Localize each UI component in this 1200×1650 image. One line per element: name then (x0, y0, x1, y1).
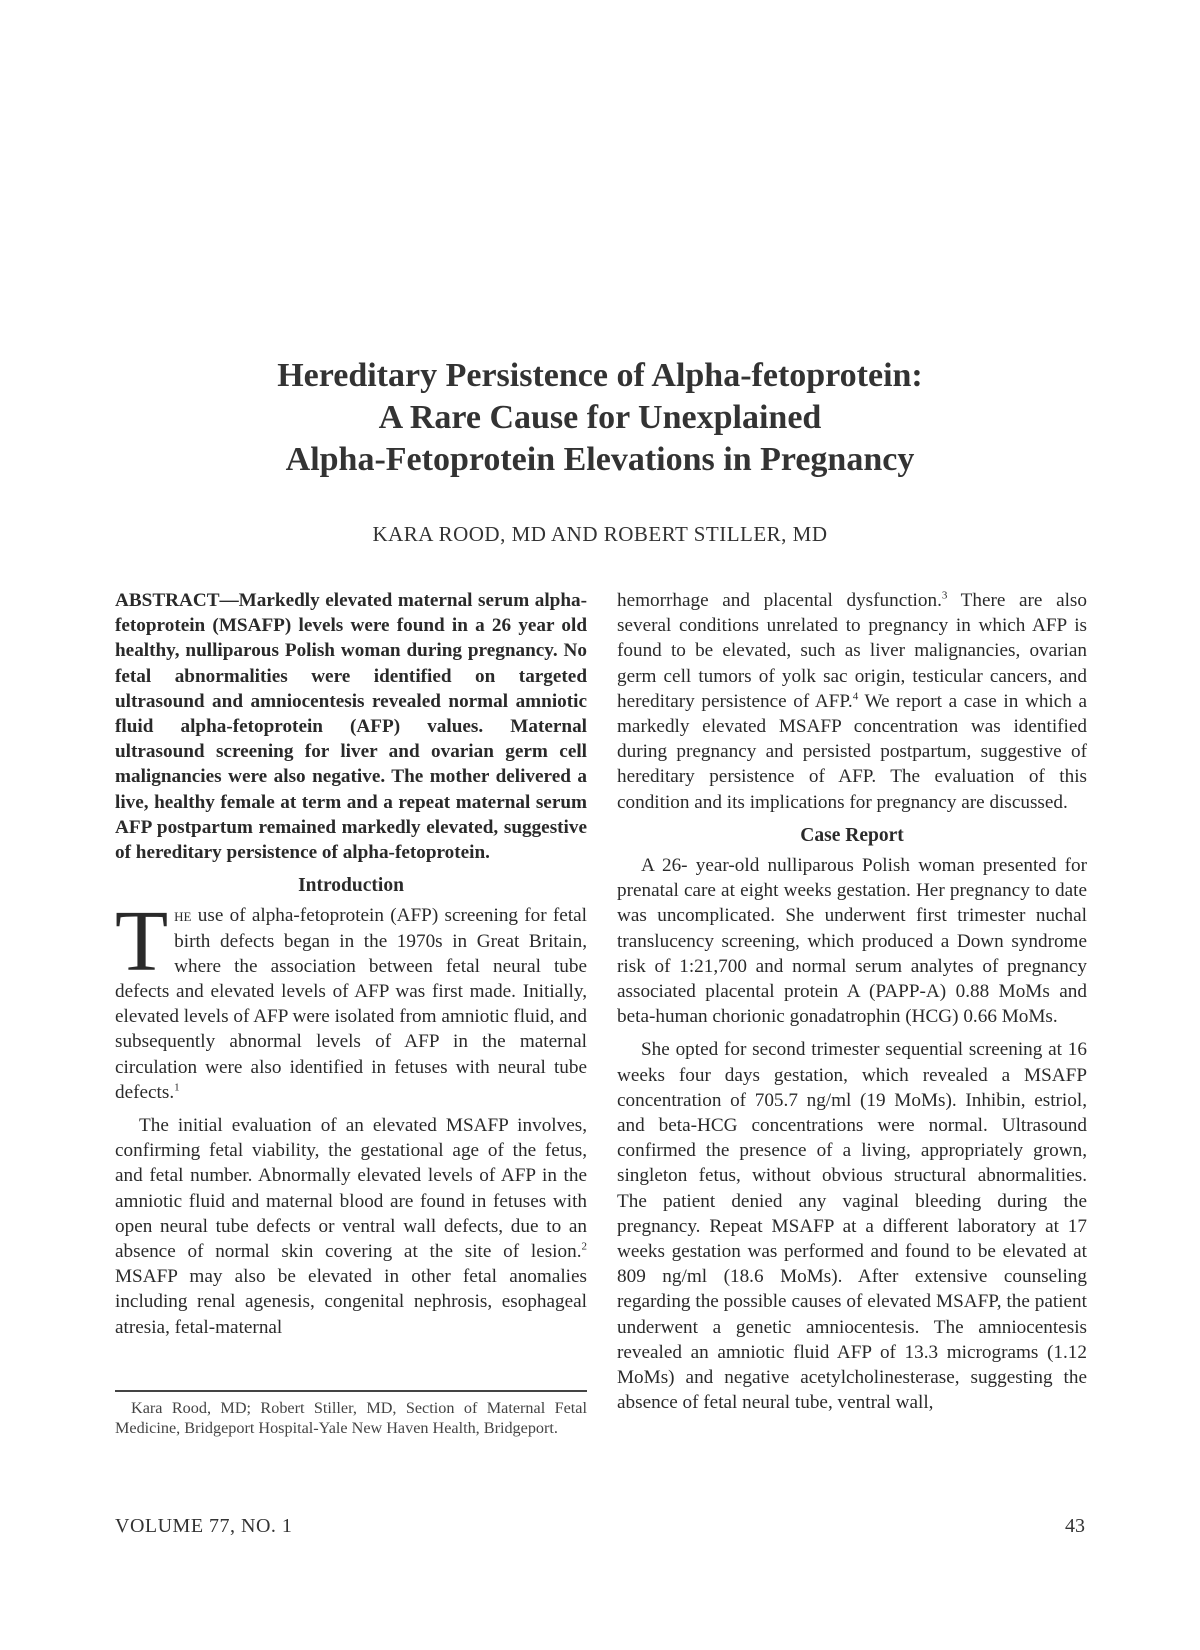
intro-cont-text-b: There are also several conditions unrelated to pregnancy in which AFP is found to be elevated, such as liver malignancies, ovarian germ cell tumors of yolk sac origin, testicular cancers, and hereditary persistence of AFP. (617, 590, 1087, 712)
intro-continued-paragraph (617, 588, 1087, 815)
footnote-divider (115, 1390, 587, 1392)
intro-p1-text: use of alpha-fetoprotein (AFP) screening for fetal birth defects began in the 1970s in Great Britain, where the association between fetal neural tube defects and elevated levels of AFP was first made. Initially, elevated levels of AFP were isolated from amniotic fluid, and subsequently abnormal levels of AFP in the maternal circulation were also identified in fetuses with neural tube defects. (115, 905, 587, 1103)
abstract: ABSTRACT—Markedly elevated maternal serum alpha-fetoprotein (MSAFP) levels were found in a 26 year old healthy, nulliparous Polish woman during pregnancy. No fetal abnormalities were identified on targeted ultrasound and amniocentesis revealed normal amniotic fluid alpha-fetoprotein (AFP) values. Maternal ultrasound screening for liver and ovarian germ cell malignancies were also negative. The mother delivered a live, healthy female at term and a repeat maternal serum AFP postpartum remained markedly elevated, suggestive of hereditary persistence of alpha-fetoprotein. (115, 590, 587, 864)
citation-2: 2 (581, 1240, 587, 1253)
title-line-1: Hereditary Persistence of Alpha-fetoprotein: (277, 357, 923, 394)
author-line: KARA ROOD, MD AND ROBERT STILLER, MD (372, 522, 828, 546)
intro-p2-text-a: The initial evaluation of an elevated MSAFP involves, confirming fetal viability, the gestational age of the fetus, and fetal number. Abnormally elevated levels of AFP in the amniotic fluid and maternal blood are found in fetuses with open neural tube defects or ventral wall defects, due to an absence of normal skin covering at the site of lesion. (115, 1115, 587, 1263)
introduction-paragraph-2 (115, 1113, 587, 1340)
article-title (150, 355, 1050, 481)
right-column (617, 588, 1087, 1416)
author-affiliation-footnote: Kara Rood, MD; Robert Stiller, MD, Section of Maternal Fetal Medicine, Bridgeport Hospital-Yale New Haven Health, Bridgeport. (115, 1399, 587, 1437)
title-line-3: Alpha-Fetoprotein Elevations in Pregnancy (285, 441, 915, 478)
case-report-heading: Case Report (800, 824, 904, 846)
intro-cont-text-a: hemorrhage and placental dysfunction. (617, 590, 942, 611)
citation-1: 1 (174, 1081, 180, 1094)
left-column (115, 588, 587, 1340)
citation-4: 4 (852, 690, 859, 703)
citation-3: 3 (941, 589, 948, 602)
case-report-paragraph-2: She opted for second trimester sequential screening at 16 weeks four days gestation, which revealed a MSAFP concentration of 705.7 ng/ml (19 MoMs). Inhibin, estriol, and beta-HCG concentrations were normal. Ultrasound confirmed the presence of a living, appropriately grown, singleton fetus, without obvious structural abnormalities. The patient denied any vaginal bleeding during the pregnancy. Repeat MSAFP at a different laboratory at 17 weeks gestation was performed and found to be elevated at 809 ng/ml (18.6 MoMs). After extensive counseling regarding the possible causes of elevated MSAFP, the patient underwent a genetic amniocentesis. The amniocentesis revealed an amniotic fluid AFP of 13.3 micrograms (1.12 MoMs) and negative acetylcholinesterase, suggesting the absence of fetal neural tube, ventral wall, (617, 1039, 1087, 1414)
volume-label: VOLUME 77, NO. 1 (115, 1515, 293, 1537)
intro-cont-text-c: We report a case in which a markedly elevated MSAFP concentration was identified during pregnancy and persisted postpartum, suggestive of hereditary persistence of AFP. The evaluation of this condition and its implications for pregnancy are discussed. (617, 690, 1087, 813)
intro-p2-text-b: MSAFP may also be elevated in other fetal anomalies including renal agenesis, congenital nephrosis, esophageal atresia, fetal-maternal (115, 1266, 587, 1338)
page-number: 43 (1065, 1515, 1085, 1537)
case-report-paragraph-1: A 26- year-old nulliparous Polish woman presented for prenatal care at eight weeks gestation. Her pregnancy to date was uncomplicated. She underwent first trimester nuchal translucency screening, which produced a Down syndrome risk of 1:21,700 and normal serum analytes of pregnancy associated placental protein A (PAPP-A) 0.88 MoMs and beta-human chorionic gonadatrophin (HCG) 0.66 MoMs. (617, 855, 1087, 1028)
introduction-heading: Introduction (298, 875, 404, 897)
drop-cap: T (115, 892, 169, 990)
introduction-paragraph-1 (115, 892, 587, 1105)
title-line-2: A Rare Cause for Unexplained (378, 399, 822, 436)
small-caps-lead: he (174, 905, 192, 927)
